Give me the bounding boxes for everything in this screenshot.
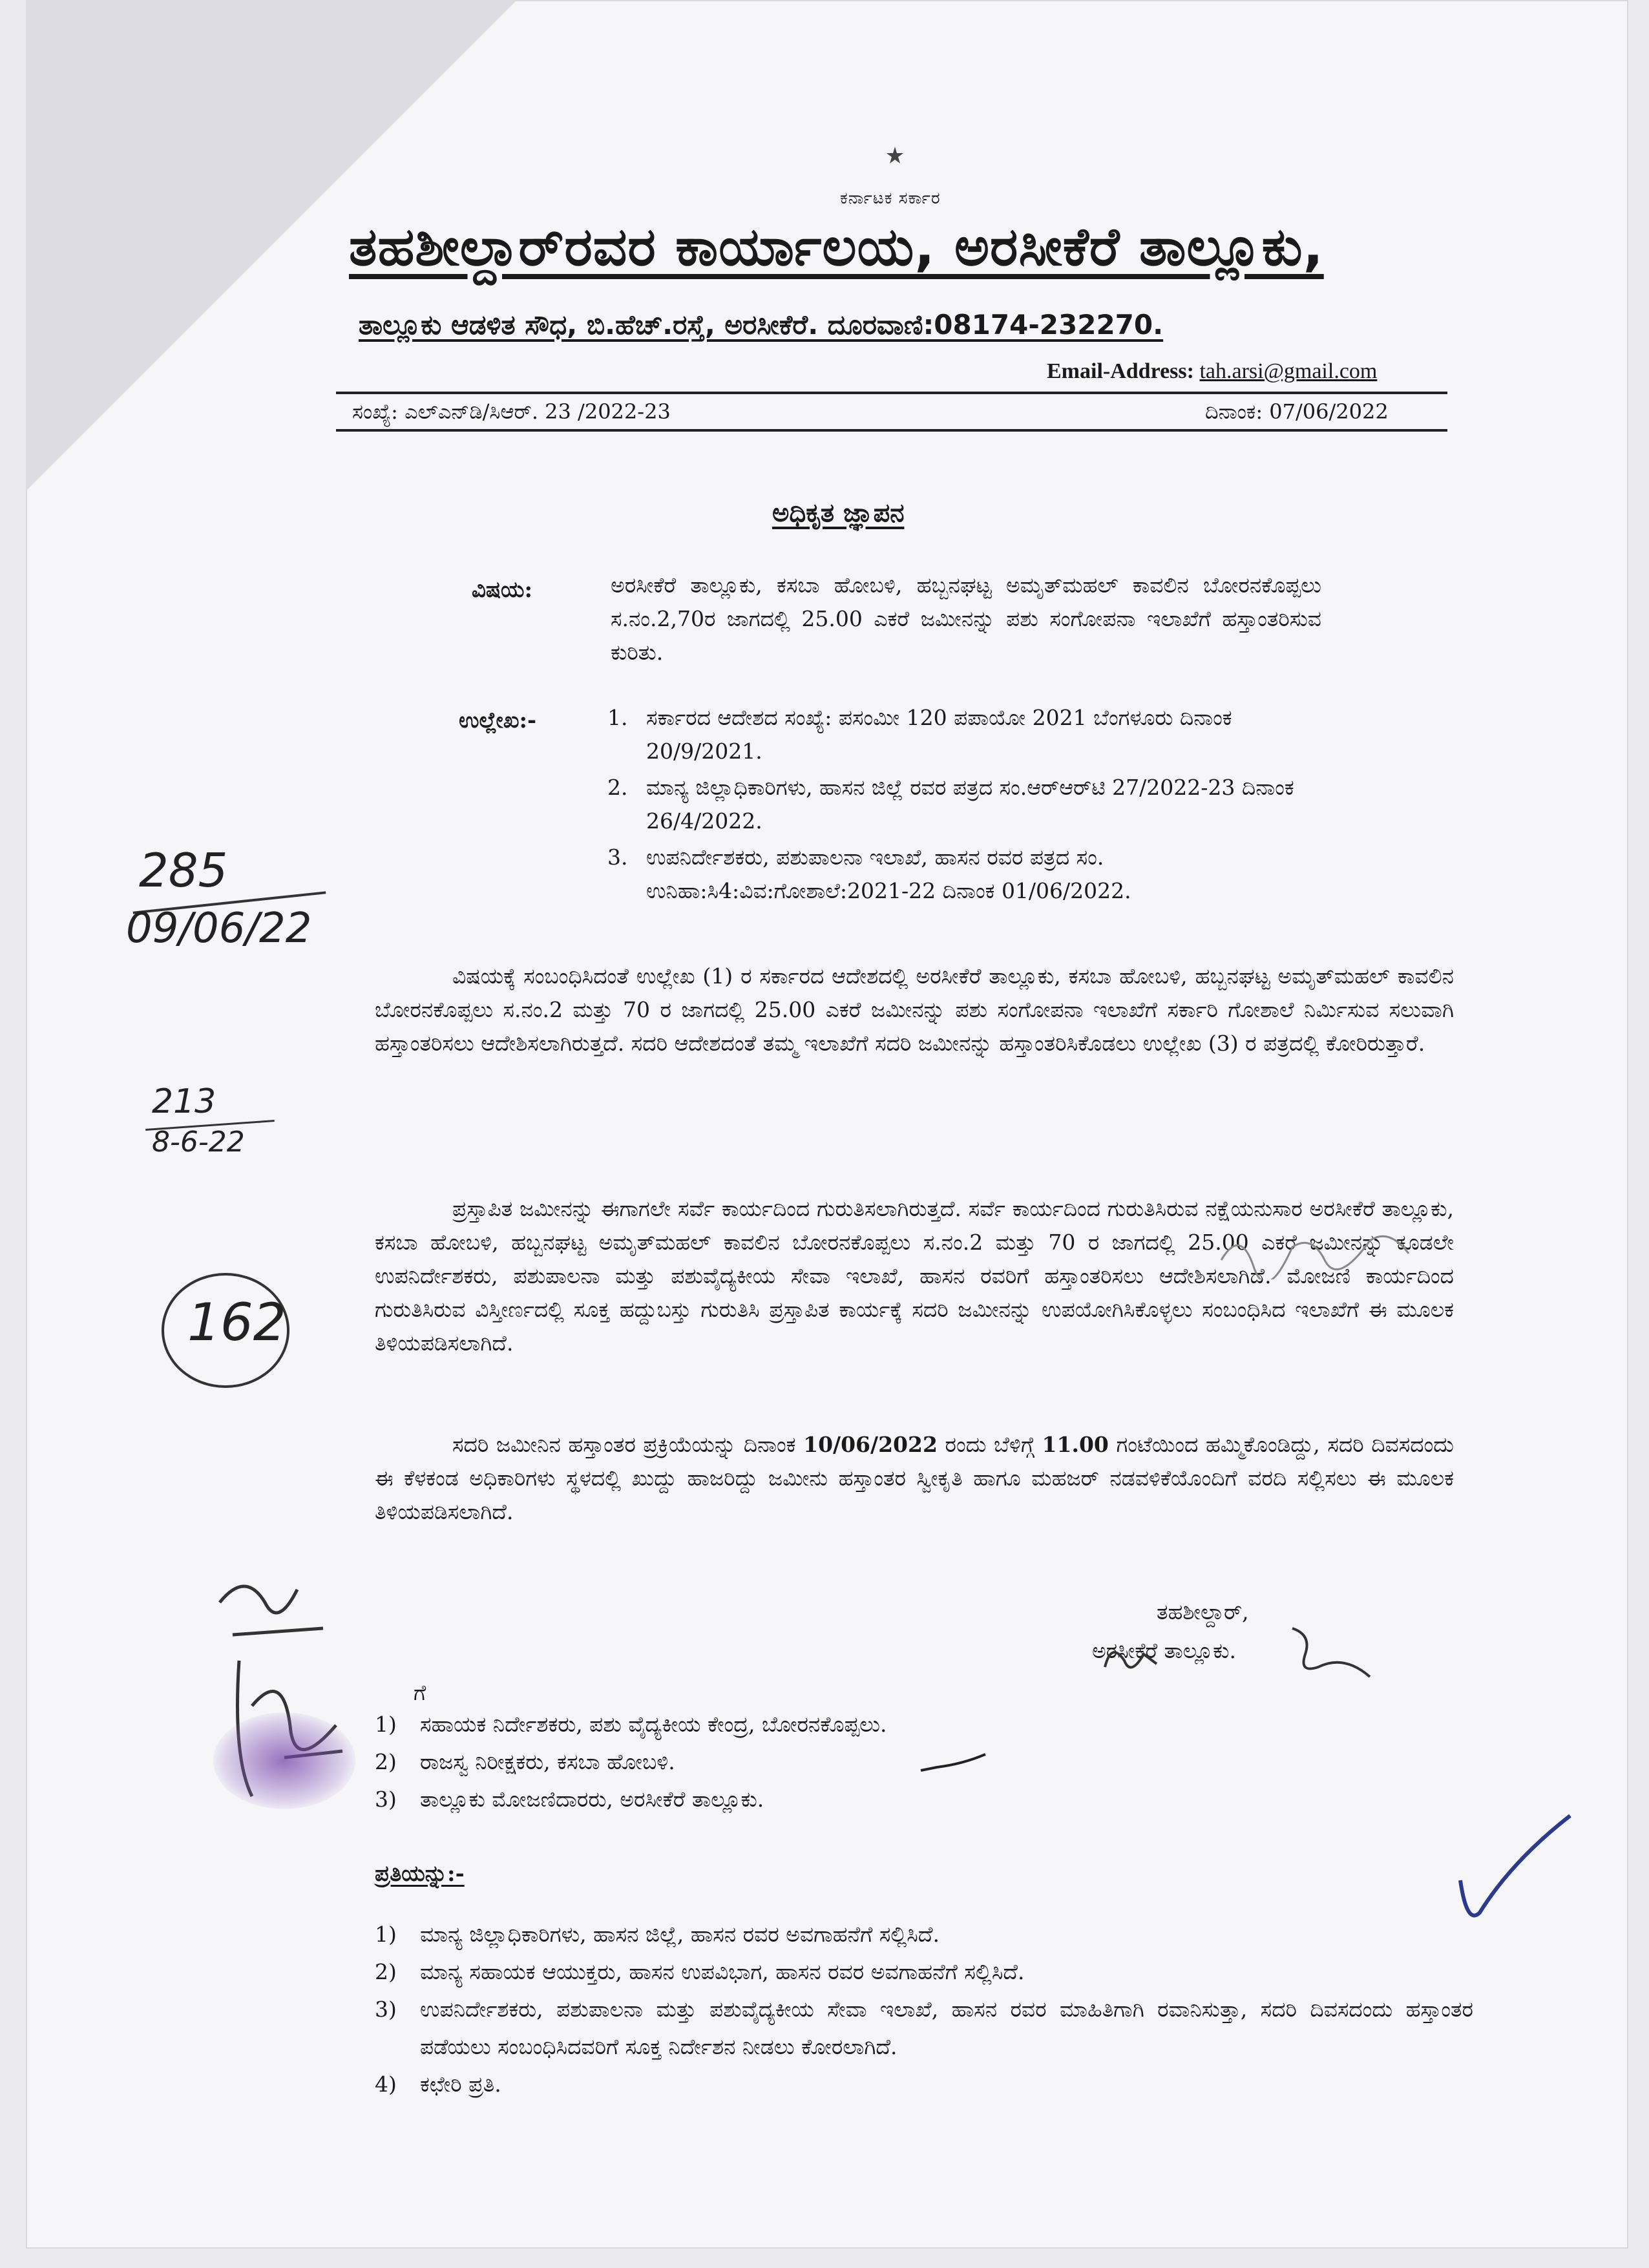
note-date: 8-6-22 [152, 1126, 245, 1159]
references-list [607, 701, 1331, 910]
copy-to-list [375, 1916, 1473, 2103]
circled-number: 162 [187, 1292, 286, 1352]
body-paragraph-3: ಸದರಿ ಜಮೀನಿನ ಹಸ್ತಾಂತರ ಪ್ರಕ್ರಿಯೆಯನ್ನು ದಿನಾಂಕ 10/06/2022 ರಂದು ಬೆಳಿಗ್ಗೆ 11.00 ಗಂಟೆಯಿಂದ ಹಮ್ಮಿಕೊಂಡಿದ್ದು, ಸದರಿ ದಿವಸದಂದು ಈ ಕೆಳಕಂಡ ಅಧಿಕಾರಿಗಳು ಸ್ಥಳದಲ್ಲಿ ಖುದ್ದು ಹಾಜರಿದ್ದು ಜಮೀನು ಹಸ್ತಾಂತರ ಸ್ವೀಕೃತಿ ಹಾಗೂ ಮಹಜರ್ ನಡವಳಿಕೆಯೊಂದಿಗೆ ವರದಿ ಸಲ್ಲಿಸಲು ಈ ಮೂಲಕ ತಿಳಿಯಪಡಿಸಲಾಗಿದೆ. [375, 1432, 1454, 1524]
recipient-item: 3) ತಾಲ್ಲೂಕು ಮೋಜಣಿದಾರರು, ಅರಸೀಕೆರೆ ತಾಲ್ಲೂಕು. [375, 1787, 764, 1812]
memo-heading: ಅಧಿಕೃತ ಜ್ಞಾಪನ [772, 498, 905, 528]
body-paragraph-1: ವಿಷಯಕ್ಕೆ ಸಂಬಂಧಿಸಿದಂತೆ ಉಲ್ಲೇಖ (1) ರ ಸರ್ಕಾರದ ಆದೇಶದಲ್ಲಿ ಅರಸೀಕೆರೆ ತಾಲ್ಲೂಕು, ಕಸಬಾ ಹೋಬಳಿ, ಹಬ್ಬನಘಟ್ಟ ಅಮೃತ್‌ಮಹಲ್ ಕಾವಲಿನ ಬೋರನಕೊಪ್ಪಲು ಸ.ನಂ.2 ಮತ್ತು 70 ರ ಜಾಗದಲ್ಲಿ 25.00 ಎಕರೆ ಜಮೀನನ್ನು ಪಶು ಸಂಗೋಪನಾ ಇಲಾಖೆಗೆ ಸರ್ಕಾರಿ ಗೋಶಾಲೆ ನಿರ್ಮಿಸುವ ಸಲುವಾಗಿ ಹಸ್ತಾಂತರಿಸಲು ಆದೇಶಿಸಲಾಗಿರುತ್ತದೆ. ಸದರಿ ಆದೇಶದಂತೆ ತಮ್ಮ ಇಲಾಖೆಗೆ ಸದರಿ ಜಮೀನನ್ನು ಹಸ್ತಾಂತರಿಸಿಕೊಡಲು ಉಲ್ಲೇಖ (3) ರ ಪತ್ರದಲ್ಲಿ ಕೋರಿರುತ್ತಾರೆ. [375, 963, 1454, 1056]
signature-scribble [1215, 1221, 1434, 1279]
header-rule-top [336, 392, 1447, 394]
header-rule-bottom [336, 429, 1447, 432]
signatory-place: ಅರಸೀಕೆರೆ ತಾಲ್ಲೂಕು. [1092, 1638, 1237, 1663]
tick-mark-icon [918, 1751, 989, 1777]
handover-date: 10/06/2022 [803, 1432, 938, 1457]
email-label: Email-Address: [1047, 359, 1194, 383]
ink-stamp-smudge [213, 1712, 355, 1809]
inward-date: 09/06/22 [126, 905, 312, 952]
checkmark-icon [1454, 1803, 1577, 1932]
email-link[interactable]: tah.arsi@gmail.com [1199, 359, 1378, 383]
reference-number: ಸಂಖ್ಯೆ: ಎಲ್‌ಎನ್‌ಡಿ/ಸಿಆರ್. 23 /2022-23 [352, 399, 671, 424]
recipients-list [375, 1706, 887, 1818]
subject-text: ಅರಸೀಕೆರೆ ತಾಲ್ಲೂಕು, ಕಸಬಾ ಹೋಬಳಿ, ಹಬ್ಬನಘಟ್ಟ ಅಮೃತ್‌ಮಹಲ್ ಕಾವಲಿನ ಬೋರನಕೊಪ್ಪಲು ಸ.ನಂ.2,70ರ ಜಾಗದಲ್ಲಿ 25.00 ಎಕರೆ ಜಮೀನನ್ನು ಪಶು ಸಂಗೋಪನಾ ಇಲಾಖೆಗೆ ಹಸ್ತಾಂತರಿಸುವ ಕುರಿತು. [611, 572, 1321, 665]
reference-item: 1. ಸರ್ಕಾರದ ಆದೇಶದ ಸಂಖ್ಯೆ: ಪಸಂಮೀ 120 ಪಪಾಯೋ 2021 ಬೆಂಗಳೂರು ದಿನಾಂಕ 20/9/2021. [607, 705, 1232, 764]
email-line [1047, 359, 1377, 384]
to-label: ಗೆ [414, 1680, 426, 1705]
references-label: ಉಲ್ಲೇಖ:- [459, 708, 537, 733]
copy-item: 2) ಮಾನ್ಯ ಸಹಾಯಕ ಆಯುಕ್ತರು, ಹಾಸನ ಉಪವಿಭಾಗ, ಹಾಸನ ರವರ ಅವಗಾಹನೆಗೆ ಸಲ್ಲಿಸಿದೆ. [375, 1959, 1025, 1984]
office-title: ತಹಶೀಲ್ದಾರ್‌ರವರ ಕಾರ್ಯಾಲಯ, ಅರಸೀಕೆರೆ ತಾಲ್ಲೂಕು, [349, 216, 1324, 278]
reference-item: 3. ಉಪನಿರ್ದೇಶಕರು, ಪಶುಪಾಲನಾ ಇಲಾಖೆ, ಹಾಸನ ರವರ ಪತ್ರದ ಸಂ. ಉನಿಹಾ:ಸಿ4:ವಿವ:ಗೋಶಾಲೆ:2021-22 ದಿನಾಂಕ 01/06/2022. [607, 845, 1131, 903]
signature-icon [1098, 1615, 1434, 1686]
copy-item: 4) ಕಛೇರಿ ಪ್ರತಿ. [375, 2072, 501, 2097]
copy-item: 1) ಮಾನ್ಯ ಜಿಲ್ಲಾಧಿಕಾರಿಗಳು, ಹಾಸನ ಜಿಲ್ಲೆ, ಹಾಸನ ರವರ ಅವಗಾಹನೆಗೆ ಸಲ್ಲಿಸಿದೆ. [375, 1922, 940, 1947]
subject-label: ವಿಷಯ: [472, 577, 533, 603]
recipient-item: 1) ಸಹಾಯಕ ನಿರ್ದೇಶಕರು, ಪಶು ವೈದ್ಯಕೀಯ ಕೇಂದ್ರ, ಬೋರನಕೊಪ್ಪಲು. [375, 1712, 887, 1737]
copy-to-label: ಪ್ರತಿಯನ್ನು:- [375, 1861, 465, 1887]
recipient-item: 2) ರಾಜಸ್ವ ನಿರೀಕ್ಷಕರು, ಕಸಬಾ ಹೋಬಳಿ. [375, 1749, 675, 1774]
emblem-icon [885, 145, 905, 165]
government-label: ಕರ್ನಾಟಕ ಸರ್ಕಾರ [840, 189, 941, 208]
inward-number: 285 [139, 843, 228, 898]
copy-item: 3) ಉಪನಿರ್ದೇಶಕರು, ಪಶುಪಾಲನಾ ಮತ್ತು ಪಶುವೈದ್ಯಕೀಯ ಸೇವಾ ಇಲಾಖೆ, ಹಾಸನ ರವರ ಮಾಹಿತಿಗಾಗಿ ರವಾನಿಸುತ್ತಾ, ಸದರಿ ದಿವಸದಂದು ಹಸ್ತಾಂತರ ಪಡೆಯಲು ಸಂಬಂಧಿಸಿದವರಿಗೆ ಸೂಕ್ತ ನಿರ್ದೇಶನ ನೀಡಲು ಕೋರಲಾಗಿದೆ. [375, 1997, 1473, 2059]
signatory-title: ತಹಶೀಲ್ದಾರ್, [1157, 1599, 1249, 1624]
note-number: 213 [152, 1082, 216, 1121]
handover-time: 11.00 [1042, 1432, 1109, 1457]
reference-item: 2. ಮಾನ್ಯ ಜಿಲ್ಲಾಧಿಕಾರಿಗಳು, ಹಾಸನ ಜಿಲ್ಲೆ ರವರ ಪತ್ರದ ಸಂ.ಆರ್‌ಆರ್‌ಟಿ 27/2022-23 ದಿನಾಂಕ 26/4/2022. [607, 775, 1294, 834]
office-address: ತಾಲ್ಲೂಕು ಆಡಳಿತ ಸೌಧ, ಬಿ.ಹೆಚ್.ರಸ್ತೆ, ಅರಸೀಕೆರೆ. ದೂರವಾಣಿ:08174-232270. [359, 309, 1164, 341]
document-date: ದಿನಾಂಕ: 07/06/2022 [1205, 399, 1389, 424]
body-paragraph-2: ಪ್ರಸ್ತಾಪಿತ ಜಮೀನನ್ನು ಈಗಾಗಲೇ ಸರ್ವೆ ಕಾರ್ಯದಿಂದ ಗುರುತಿಸಲಾಗಿರುತ್ತದೆ. ಸರ್ವೆ ಕಾರ್ಯದಿಂದ ಗುರುತಿಸಿರುವ ನಕ್ಷೆಯನುಸಾರ ಅರಸೀಕೆರೆ ತಾಲ್ಲೂಕು, ಕಸಬಾ ಹೋಬಳಿ, ಹಬ್ಬನಘಟ್ಟ ಅಮೃತ್‌ಮಹಲ್ ಕಾವಲಿನ ಬೋರನಕೊಪ್ಪಲು ಸ.ನಂ.2 ಮತ್ತು 70 ರ ಜಾಗದಲ್ಲಿ 25.00 ಎಕರೆ ಜಮೀನನ್ನು ಕೂಡಲೇ ಉಪನಿರ್ದೇಶಕರು, ಪಶುಪಾಲನಾ ಮತ್ತು ಪಶುವೈದ್ಯಕೀಯ ಸೇವಾ ಇಲಾಖೆ, ಹಾಸನ ರವರಿಗೆ ಹಸ್ತಾಂತರಿಸಲು ಆದೇಶಿಸಲಾಗಿದೆ. ಮೋಜಣಿ ಕಾರ್ಯದಿಂದ ಗುರುತಿಸಿರುವ ವಿಸ್ತೀರ್ಣದಲ್ಲಿ ಸೂಕ್ತ ಹದ್ದುಬಸ್ತು ಗುರುತಿಸಿ ಪ್ರಸ್ತಾಪಿತ ಕಾರ್ಯಕ್ಕೆ ಸದರಿ ಜಮೀನನ್ನು ಉಪಯೋಗಿಸಿಕೊಳ್ಳಲು ಸಂಬಂಧಿಸಿದ ಇಲಾಖೆಗೆ ಈ ಮೂಲಕ ತಿಳಿಯಪಡಿಸಲಾಗಿದೆ. [375, 1196, 1454, 1356]
